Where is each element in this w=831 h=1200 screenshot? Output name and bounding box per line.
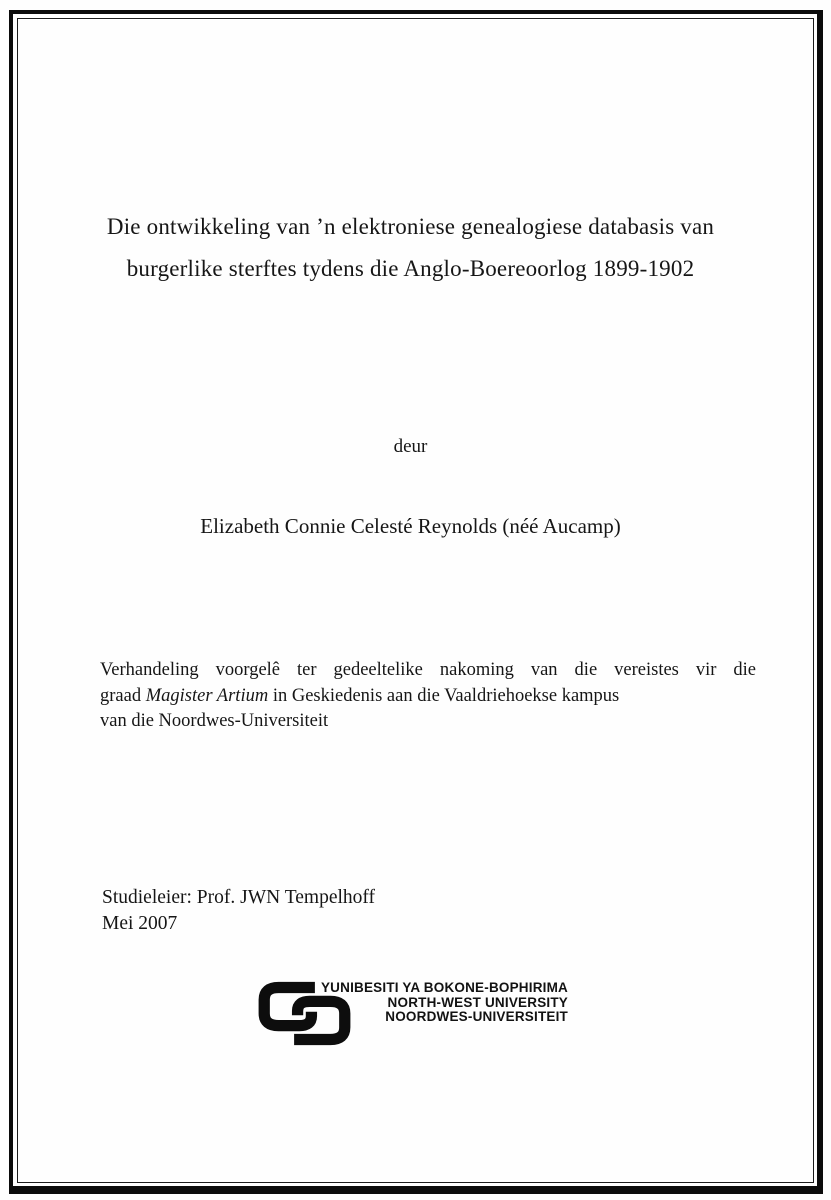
logo-line-english: NORTH-WEST UNIVERSITY — [387, 994, 568, 1010]
thesis-title — [0, 206, 821, 290]
byline-deur: deur — [393, 436, 428, 457]
submission-line-2-suffix: in Geskiedenis aan die Vaaldriehoekse kampus — [268, 685, 620, 706]
submission-line-3: van die Noordwes-Universiteit — [100, 711, 329, 731]
title-line-1: Die ontwikkeling van ’n elektroniese genealogiese databasis van — [106, 214, 715, 239]
nwu-logo-text — [320, 981, 568, 1025]
author-name: Elizabeth Connie Celesté Reynolds (néé Aucamp) — [200, 514, 621, 538]
date-line: Mei 2007 — [102, 912, 178, 934]
supervisor-block — [102, 885, 375, 936]
submission-statement — [100, 658, 756, 735]
logo-line-afrikaans: NOORDWES-UNIVERSITEIT — [385, 1009, 568, 1025]
submission-line-2 — [100, 684, 756, 710]
supervisor-line: Studieleier: Prof. JWN Tempelhoff — [102, 887, 376, 908]
submission-line-2-prefix: graad — [100, 685, 146, 706]
submission-line-1: Verhandeling voorgelê ter gedeeltelike nakoming van die vereistes vir die — [100, 660, 756, 680]
title-line-2: burgerlike sterftes tydens die Anglo-Boereoorlog 1899-1902 — [126, 256, 695, 281]
degree-name-italic: Magister Artium — [145, 685, 269, 706]
logo-line-setswana: YUNIBESITI YA BOKONE-BOPHIRIMA — [320, 980, 568, 995]
